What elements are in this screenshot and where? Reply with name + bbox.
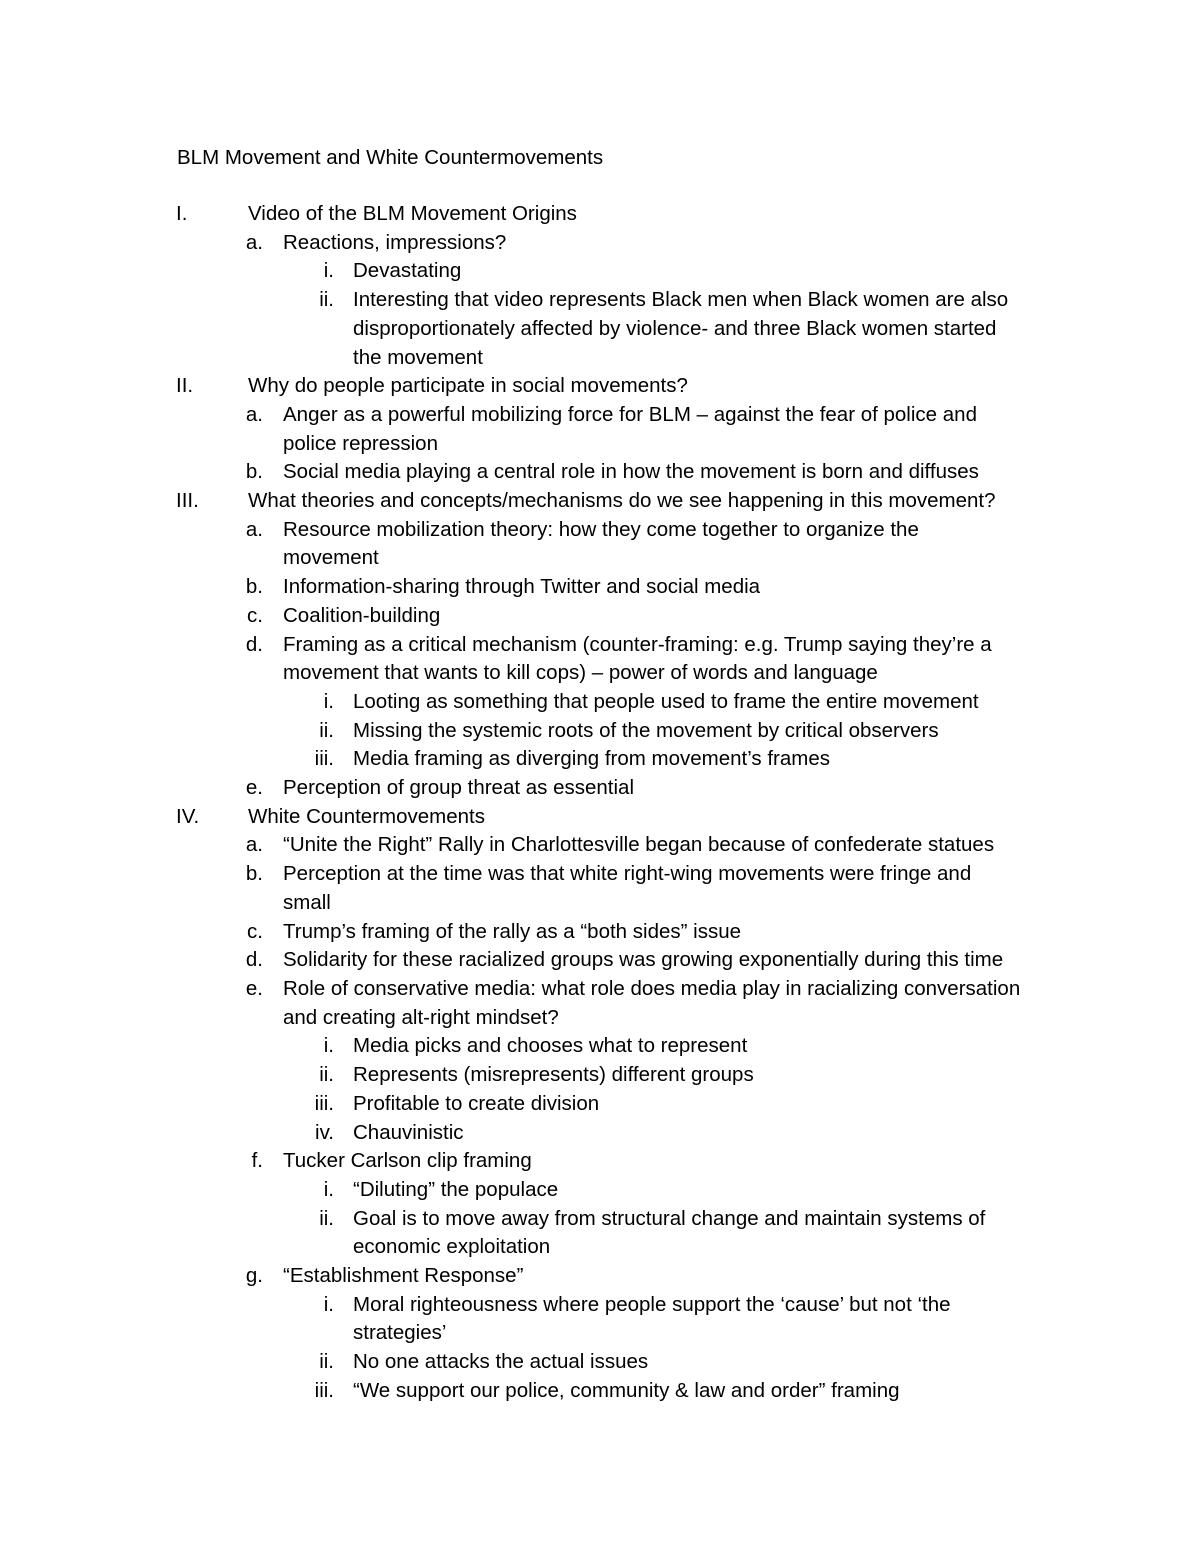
outline-text: White Countermovements xyxy=(248,804,485,828)
outline-marker: i. xyxy=(323,1292,334,1316)
outline-marker: iv. xyxy=(315,1120,334,1144)
outline-marker: ii. xyxy=(319,1350,334,1374)
outline-item xyxy=(0,1262,1200,1291)
outline-text: Resource mobilization theory: how they come together to organize the xyxy=(283,517,919,541)
outline-text: “Establishment Response” xyxy=(283,1264,524,1288)
outline-text: Reactions, impressions? xyxy=(283,230,507,254)
outline-marker: i. xyxy=(323,689,334,713)
outline-item xyxy=(0,1205,1200,1234)
outline-item xyxy=(0,889,1200,918)
outline-text: Represents (misrepresents) different groups xyxy=(353,1063,754,1087)
outline-marker: b. xyxy=(245,862,263,886)
outline-item xyxy=(0,688,1200,717)
outline-item xyxy=(0,860,1200,889)
outline-marker: b. xyxy=(245,460,263,484)
outline-item xyxy=(0,918,1200,947)
outline-text: Role of conservative media: what role does media play in racializing conversation xyxy=(283,976,1021,1000)
outline-text: Perception of group threat as essential xyxy=(283,776,634,800)
outline-item xyxy=(0,1090,1200,1119)
outline-marker: e. xyxy=(245,976,263,1000)
outline-text: economic exploitation xyxy=(353,1235,551,1259)
outline-item xyxy=(0,1348,1200,1377)
outline-item xyxy=(0,717,1200,746)
outline-marker: ii. xyxy=(319,1063,334,1087)
outline-text: “We support our police, community & law and order” framing xyxy=(353,1378,900,1402)
outline-item xyxy=(0,257,1200,286)
outline-text: “Unite the Right” Rally in Charlottesville began because of confederate statues xyxy=(283,833,995,857)
outline-marker: e. xyxy=(245,776,263,800)
outline-item xyxy=(0,803,1200,832)
outline-marker: iii. xyxy=(314,747,334,771)
outline-item xyxy=(0,975,1200,1004)
outline-item xyxy=(0,315,1200,344)
outline-marker: a. xyxy=(245,230,263,254)
outline-marker: a. xyxy=(245,833,263,857)
outline-text: “Diluting” the populace xyxy=(353,1177,559,1201)
outline-item xyxy=(0,286,1200,315)
outline-text: the movement xyxy=(353,345,483,369)
outline-item xyxy=(0,631,1200,660)
outline-item xyxy=(0,487,1200,516)
outline-item xyxy=(0,1119,1200,1148)
outline-text: Profitable to create division xyxy=(353,1091,600,1115)
outline-marker: c. xyxy=(247,603,263,627)
outline-item xyxy=(0,200,1200,229)
outline-item xyxy=(0,831,1200,860)
outline-item xyxy=(0,946,1200,975)
outline-item xyxy=(0,1377,1200,1406)
outline-text: Tucker Carlson clip framing xyxy=(283,1149,532,1173)
outline-text: Framing as a critical mechanism (counter-framing: e.g. Trump saying they’re a xyxy=(283,632,992,656)
outline-item xyxy=(0,602,1200,631)
outline-item xyxy=(0,1004,1200,1033)
outline-item xyxy=(0,745,1200,774)
outline-text: Missing the systemic roots of the movement by critical observers xyxy=(353,718,939,742)
outline-text: No one attacks the actual issues xyxy=(353,1350,649,1374)
outline-text: Coalition-building xyxy=(283,603,441,627)
outline-marker: i. xyxy=(323,259,334,283)
outline-text: Moral righteousness where people support the ‘cause’ but not ‘the xyxy=(353,1292,951,1316)
outline-marker: iii. xyxy=(314,1378,334,1402)
outline-item xyxy=(0,1032,1200,1061)
outline-marker: b. xyxy=(245,575,263,599)
outline-text: small xyxy=(283,890,331,914)
outline-text: Social media playing a central role in how the movement is born and diffuses xyxy=(283,460,979,484)
outline-marker: III. xyxy=(176,489,199,513)
outline-text: Media framing as diverging from movement’s frames xyxy=(353,747,830,771)
outline-marker: g. xyxy=(245,1264,263,1288)
outline-text: Why do people participate in social movements? xyxy=(248,374,688,398)
outline-marker: ii. xyxy=(319,718,334,742)
outline-item xyxy=(0,344,1200,373)
outline-text: disproportionately affected by violence- and three Black women started xyxy=(353,316,997,340)
outline-item xyxy=(0,1147,1200,1176)
outline-item xyxy=(0,659,1200,688)
outline-marker: i. xyxy=(323,1034,334,1058)
outline-text: Anger as a powerful mobilizing force for BLM – against the fear of police and xyxy=(283,402,977,426)
outline-item xyxy=(0,573,1200,602)
outline-marker: i. xyxy=(323,1177,334,1201)
outline-item xyxy=(0,430,1200,459)
outline-text: Information-sharing through Twitter and social media xyxy=(283,575,761,599)
outline-marker: a. xyxy=(245,402,263,426)
outline-text: Interesting that video represents Black men when Black women are also xyxy=(353,288,1009,312)
outline-item xyxy=(0,372,1200,401)
outline-text: movement that wants to kill cops) – power of words and language xyxy=(283,661,878,685)
outline-marker: ii. xyxy=(319,1206,334,1230)
document-title: BLM Movement and White Countermovements xyxy=(177,146,604,169)
outline-marker: d. xyxy=(245,632,263,656)
outline-text: movement xyxy=(283,546,379,570)
outline-text: and creating alt-right mindset? xyxy=(283,1005,559,1029)
outline-item xyxy=(0,1233,1200,1262)
outline-marker: ii. xyxy=(319,288,334,312)
outline-marker: a. xyxy=(245,517,263,541)
outline-item xyxy=(0,1176,1200,1205)
outline-marker: c. xyxy=(247,919,263,943)
outline-text: What theories and concepts/mechanisms do we see happening in this movement? xyxy=(248,489,996,513)
outline-text: Trump’s framing of the rally as a “both sides” issue xyxy=(283,919,742,943)
outline-text: Perception at the time was that white right-wing movements were fringe and xyxy=(283,862,972,886)
outline-item xyxy=(0,1061,1200,1090)
outline-marker: II. xyxy=(176,374,194,398)
outline-text: police repression xyxy=(283,431,438,455)
outline-marker: IV. xyxy=(176,804,200,828)
outline-item xyxy=(0,1319,1200,1348)
outline-item xyxy=(0,1291,1200,1320)
outline-text: Video of the BLM Movement Origins xyxy=(248,202,577,225)
outline-list xyxy=(0,200,1200,1406)
outline-marker: d. xyxy=(245,948,263,972)
outline-text: Media picks and chooses what to represent xyxy=(353,1034,748,1058)
outline-text: Solidarity for these racialized groups was growing exponentially during this time xyxy=(283,948,1004,972)
outline-text: Looting as something that people used to frame the entire movement xyxy=(353,689,979,713)
outline-text: strategies’ xyxy=(353,1321,447,1345)
outline-item xyxy=(0,774,1200,803)
outline-item xyxy=(0,401,1200,430)
outline-text: Chauvinistic xyxy=(353,1120,464,1144)
outline-item xyxy=(0,458,1200,487)
outline-marker: I. xyxy=(176,202,188,225)
outline-item xyxy=(0,229,1200,258)
outline-text: Devastating xyxy=(353,259,462,283)
outline-text: Goal is to move away from structural change and maintain systems of xyxy=(353,1206,986,1230)
outline-item xyxy=(0,544,1200,573)
outline-marker: f. xyxy=(251,1149,263,1173)
outline-item xyxy=(0,516,1200,545)
outline-marker: iii. xyxy=(314,1091,334,1115)
